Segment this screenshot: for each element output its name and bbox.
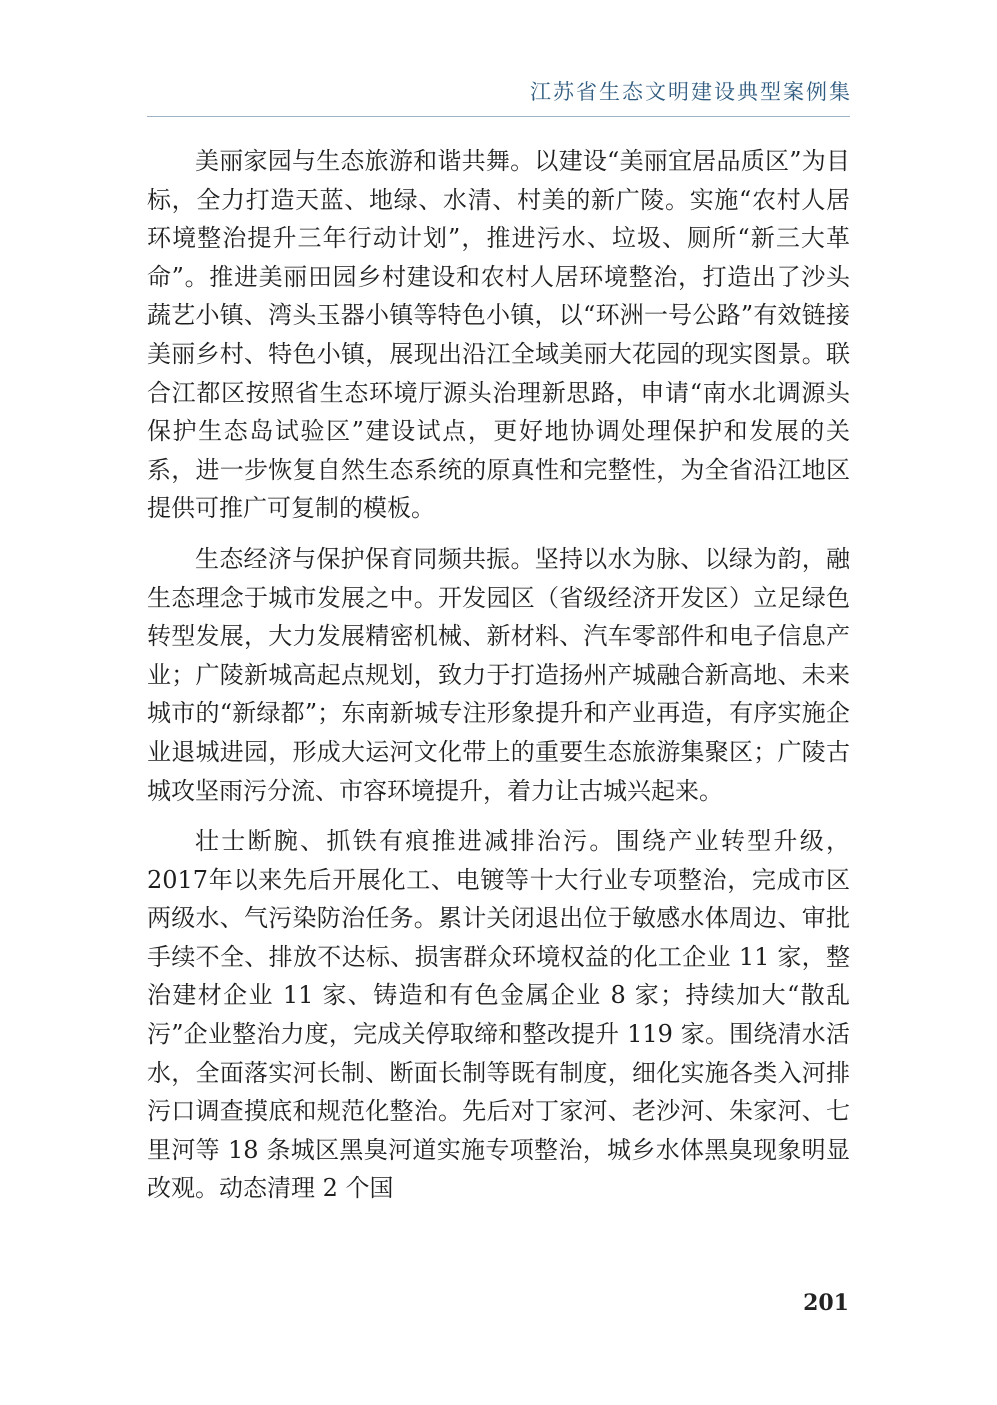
running-header-title: 江苏省生态文明建设典型案例集 <box>530 80 852 104</box>
paragraph-eco-economy: 生态经济与保护保育同频共振。坚持以水为脉、以绿为韵，融生态理念于城市发展之中。开发园区（省级经济开发区）立足绿色转型发展，大力发展精密机械、新材料、汽车零部件和电子信息产业；广陵新城高起点规划，致力于打造扬州产城融合新高地、未来城市的“新绿都”；东南新城专注形象提升和产业再造，有序实施企业退城进园，形成大运河文化带上的重要生态旅游集聚区；广陵古城攻坚雨污分流、市容环境提升，着力让古城兴起来。 <box>147 544 850 805</box>
paragraph-pollution-control: 壮士断腕、抓铁有痕推进减排治污。围绕产业转型升级，2017年以来先后开展化工、电镀等十大行业专项整治，完成市区两级水、气污染防治任务。累计关闭退出位于敏感水体周边、审批手续不全、排放不达标、损害群众环境权益的化工企业 11 家，整治建材企业 11 家、铸造和有色金属企业 8 家；持续加大“散乱污”企业整治力度，完成关停取缔和整改提升 119 家。围绕清水活水，全面落实河长制、断面长制等既有制度，细化实施各类入河排污口调查摸底和规范化整治。先后对丁家河、老沙河、朱家河、七里河等 18 条城区黑臭河道实施专项整治，城乡水体黑臭现象明显改观。动态清理 2 个国 <box>147 827 850 1203</box>
paragraph-beautiful-homes: 美丽家园与生态旅游和谐共舞。以建设“美丽宜居品质区”为目标，全力打造天蓝、地绿、水清、村美的新广陵。实施“农村人居环境整治提升三年行动计划”，推进污水、垃圾、厕所“新三大革命”。推进美丽田园乡村建设和农村人居环境整治，打造出了沙头蔬艺小镇、湾头玉器小镇等特色小镇，以“环洲一号公路”有效链接美丽乡村、特色小镇，展现出沿江全域美丽大花园的现实图景。联合江都区按照省生态环境厅源头治理新思路，申请“南水北调源头保护生态岛试验区”建设试点，更好地协调处理保护和发展的关系，进一步恢复自然生态系统的原真性和完整性，为全省沿江地区提供可推广可复制的模板。 <box>147 147 850 523</box>
header-divider <box>147 116 850 117</box>
body-text <box>147 142 850 1220</box>
page-number: 201 <box>803 1290 849 1316</box>
